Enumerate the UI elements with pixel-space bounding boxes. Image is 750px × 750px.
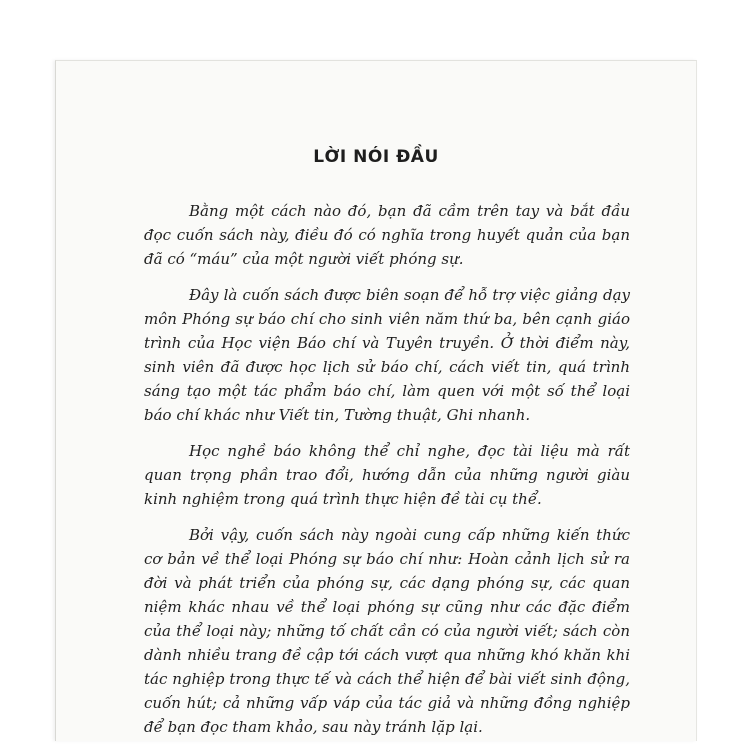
paragraph-2: Đây là cuốn sách được biên soạn để hỗ trợ việc giảng dạy môn Phóng sự báo chí cho sinh viên năm thứ ba, bên cạnh giáo trình của Học viện Báo chí và Tuyên truyền. Ở thời điểm này, sinh viên đã được học lịch sử báo chí, cách viết tin, quá trình sáng tạo một tác phẩm báo chí, làm quen với một số thể loại báo chí khác như Viết tin, Tường thuật, Ghi nhanh.	[144, 286, 630, 424]
page-body	[144, 199, 630, 739]
paragraph-1: Bằng một cách nào đó, bạn đã cầm trên tay và bắt đầu đọc cuốn sách này, điều đó có nghĩa trong huyết quản của bạn đã có “máu” của một người viết phóng sự.	[144, 202, 630, 268]
paragraph-4: Bởi vậy, cuốn sách này ngoài cung cấp những kiến thức cơ bản về thể loại Phóng sự báo chí như: Hoàn cảnh lịch sử ra đời và phát triển của phóng sự, các dạng phóng sự, các quan niệm khác nhau về thể loại phóng sự cũng như các đặc điểm của thể loại này; những tố chất cần có của người viết; sách còn dành nhiều trang đề cập tới cách vượt qua những khó khăn khi tác nghiệp trong thực tế và cách thể hiện để bài viết sinh động, cuốn hút; cả những vấp váp của tác giả và những đồng nghiệp để bạn đọc tham khảo, sau này tránh lặp lại.	[144, 526, 630, 736]
page-title: LỜI NÓI ĐẦU	[313, 147, 439, 167]
book-page	[55, 60, 697, 741]
paragraph-3: Học nghề báo không thể chỉ nghe, đọc tài liệu mà rất quan trọng phần trao đổi, hướng dẫn của những người giàu kinh nghiệm trong quá trình thực hiện đề tài cụ thể.	[144, 442, 630, 508]
